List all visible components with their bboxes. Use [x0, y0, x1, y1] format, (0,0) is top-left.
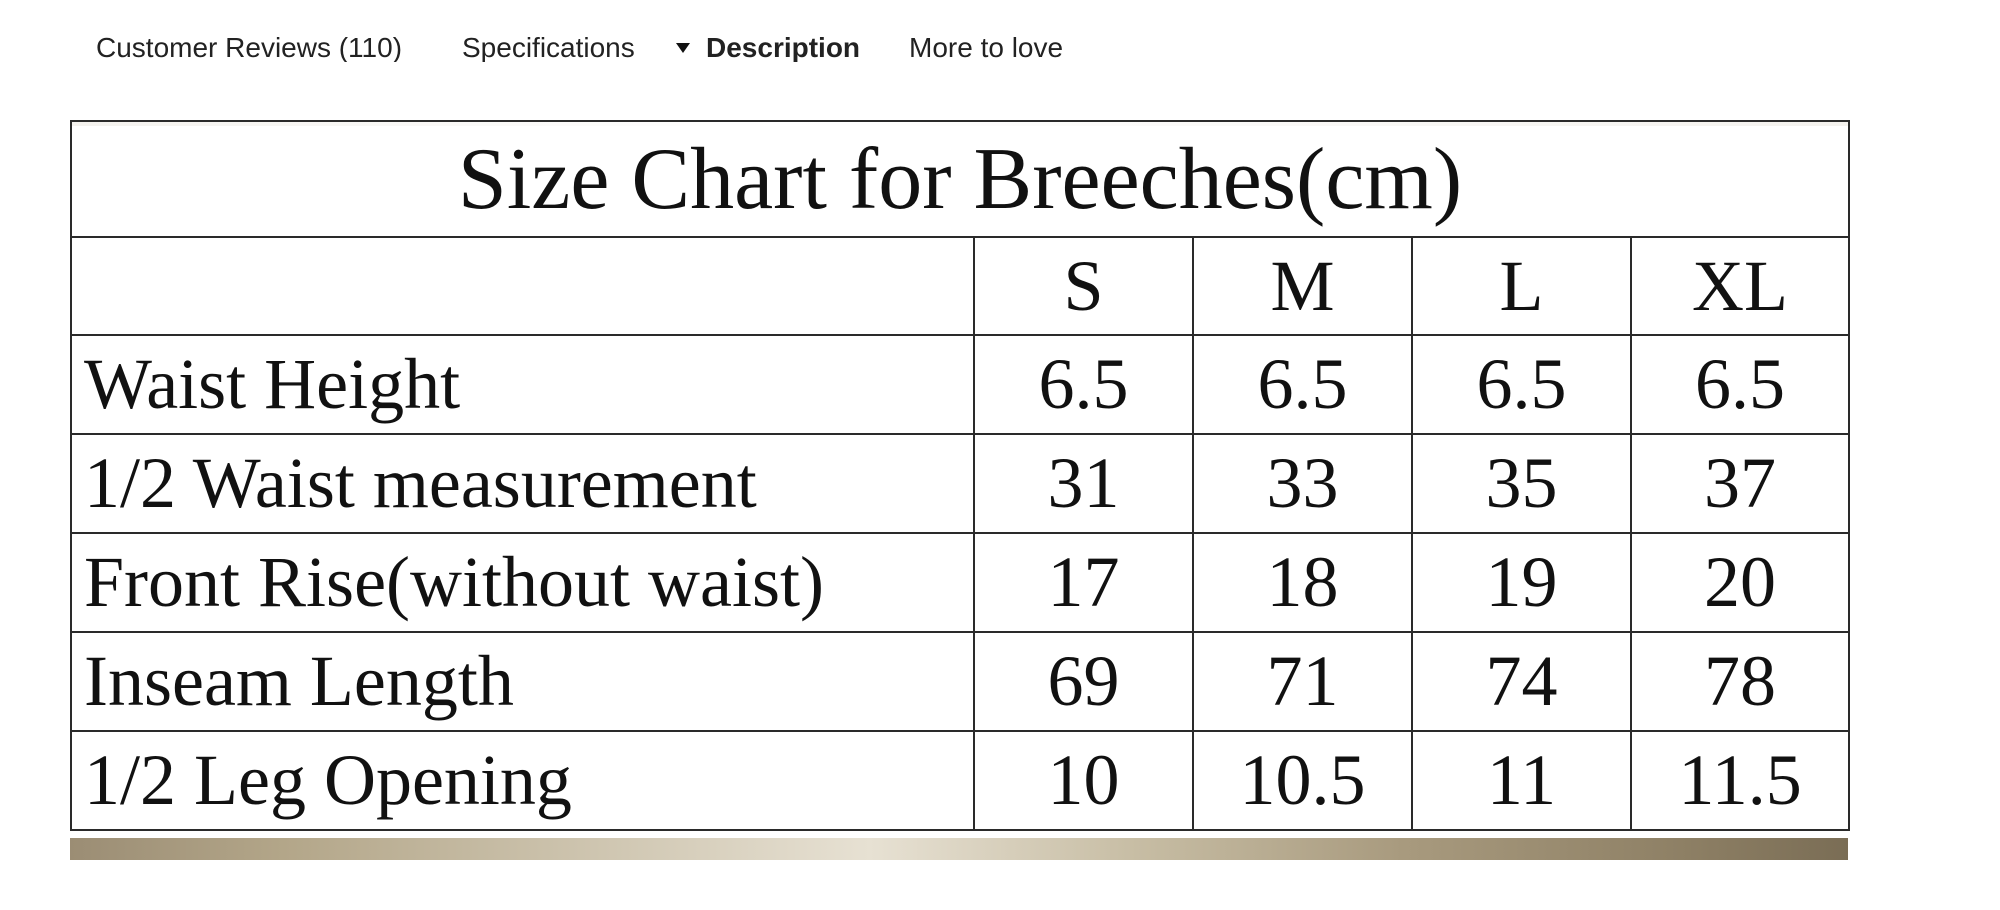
table-cell: 31 [974, 434, 1193, 533]
table-cell: 69 [974, 632, 1193, 731]
tabs-row [96, 28, 1109, 62]
table-cell: 71 [1193, 632, 1412, 731]
table-cell: 6.5 [1631, 335, 1849, 434]
table-cell: 20 [1631, 533, 1849, 632]
table-row [71, 434, 1849, 533]
table-cell: 33 [1193, 434, 1412, 533]
size-header-m: M [1193, 237, 1412, 335]
tab-specifications-label: Specifications [462, 32, 635, 62]
product-photo-strip [70, 838, 1848, 860]
table-cell: 37 [1631, 434, 1849, 533]
tab-specifications[interactable] [462, 32, 676, 62]
tab-description[interactable] [676, 32, 909, 62]
table-cell: 10.5 [1193, 731, 1412, 830]
table-cell: 19 [1412, 533, 1631, 632]
table-cell: 6.5 [974, 335, 1193, 434]
table-cell: 78 [1631, 632, 1849, 731]
tab-customer-reviews-label: Customer Reviews (110) [96, 32, 403, 62]
table-cell: 6.5 [1412, 335, 1631, 434]
size-header-l: L [1412, 237, 1631, 335]
table-cell: 18 [1193, 533, 1412, 632]
row-label: Waist Height [71, 335, 974, 434]
size-chart-title-row [71, 121, 1849, 237]
size-chart-image [70, 120, 1848, 860]
table-cell: 35 [1412, 434, 1631, 533]
table-cell: 6.5 [1193, 335, 1412, 434]
table-cell: 11 [1412, 731, 1631, 830]
tab-more-to-love-label: More to love [909, 32, 1064, 62]
table-row [71, 632, 1849, 731]
table-row [71, 533, 1849, 632]
tab-customer-reviews[interactable] [96, 32, 462, 62]
table-cell: 10 [974, 731, 1193, 830]
table-row [71, 731, 1849, 830]
size-header-row [71, 237, 1849, 335]
table-cell: 17 [974, 533, 1193, 632]
row-label: Inseam Length [71, 632, 974, 731]
tab-more-to-love[interactable] [909, 32, 1109, 62]
header-corner-cell [71, 237, 974, 335]
row-label: 1/2 Leg Opening [71, 731, 974, 830]
size-header-xl: XL [1631, 237, 1849, 335]
table-cell: 74 [1412, 632, 1631, 731]
size-chart-title: Size Chart for Breeches(cm) [71, 121, 1849, 237]
product-detail-tabs [0, 0, 2000, 62]
tab-description-label: Description [706, 32, 861, 62]
size-header-s: S [974, 237, 1193, 335]
row-label: Front Rise(without waist) [71, 533, 974, 632]
row-label: 1/2 Waist measurement [71, 434, 974, 533]
table-row [71, 335, 1849, 434]
chevron-down-icon [676, 43, 690, 53]
size-chart-table [70, 120, 1850, 831]
table-cell: 11.5 [1631, 731, 1849, 830]
